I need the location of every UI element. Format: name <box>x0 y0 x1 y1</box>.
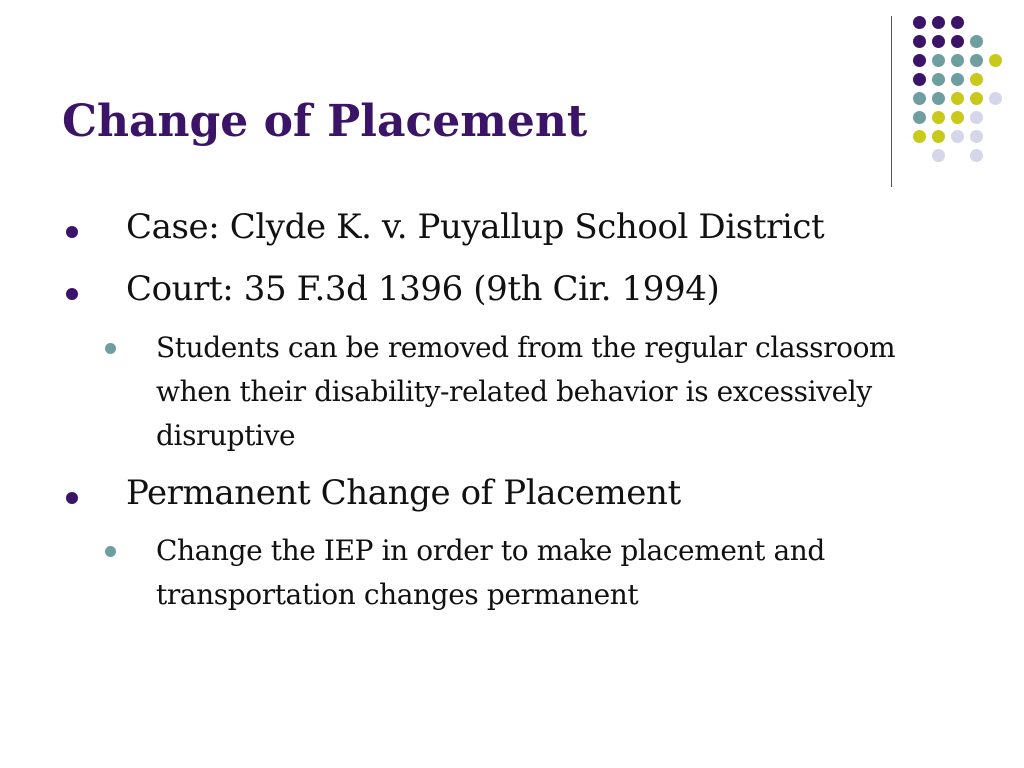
decor-dot <box>932 16 945 29</box>
bullet-case: Case: Clyde K. v. Puyallup School District <box>126 207 825 247</box>
decor-dot <box>989 92 1002 105</box>
decor-dot <box>970 54 983 67</box>
decor-dot <box>932 54 945 67</box>
decor-dot <box>970 149 983 162</box>
sub-bullet-icon <box>105 546 116 557</box>
decor-dot <box>913 16 926 29</box>
decor-dot <box>989 54 1002 67</box>
decor-dot <box>913 54 926 67</box>
decor-dot <box>970 130 983 143</box>
decor-dot <box>913 111 926 124</box>
decor-dot <box>970 73 983 86</box>
decor-dot <box>951 92 964 105</box>
bullet-icon <box>66 288 78 300</box>
decor-dot <box>951 35 964 48</box>
decor-dot <box>951 16 964 29</box>
decor-dot <box>932 73 945 86</box>
bullet-permanent-change: Permanent Change of Placement <box>126 473 681 513</box>
decor-dot <box>951 73 964 86</box>
sub-bullet-change-iep: Change the IEP in order to make placement and transportation changes permanent <box>156 534 825 611</box>
bullet-icon <box>66 492 78 504</box>
sub-bullet-icon <box>105 343 116 354</box>
decor-dot <box>913 92 926 105</box>
decor-dot <box>951 130 964 143</box>
bullet-icon <box>66 226 78 238</box>
bullet-court: Court: 35 F.3d 1396 (9th Cir. 1994) <box>126 269 720 309</box>
decor-dot <box>932 111 945 124</box>
decor-dot <box>932 130 945 143</box>
decor-dot <box>932 92 945 105</box>
decor-dot <box>913 73 926 86</box>
slide-title: Change of Placement <box>62 96 588 147</box>
decor-dot <box>970 111 983 124</box>
decor-dot <box>951 54 964 67</box>
decor-dot <box>970 35 983 48</box>
decor-dot <box>932 35 945 48</box>
decor-dot <box>913 130 926 143</box>
decor-dot <box>932 149 945 162</box>
title-divider-line <box>891 16 892 187</box>
sub-bullet-students-removed: Students can be removed from the regular classroom when their disability-related behavior is excessively disruptive <box>156 331 896 452</box>
decor-dot <box>951 111 964 124</box>
decor-dot <box>970 92 983 105</box>
decor-dot <box>913 35 926 48</box>
